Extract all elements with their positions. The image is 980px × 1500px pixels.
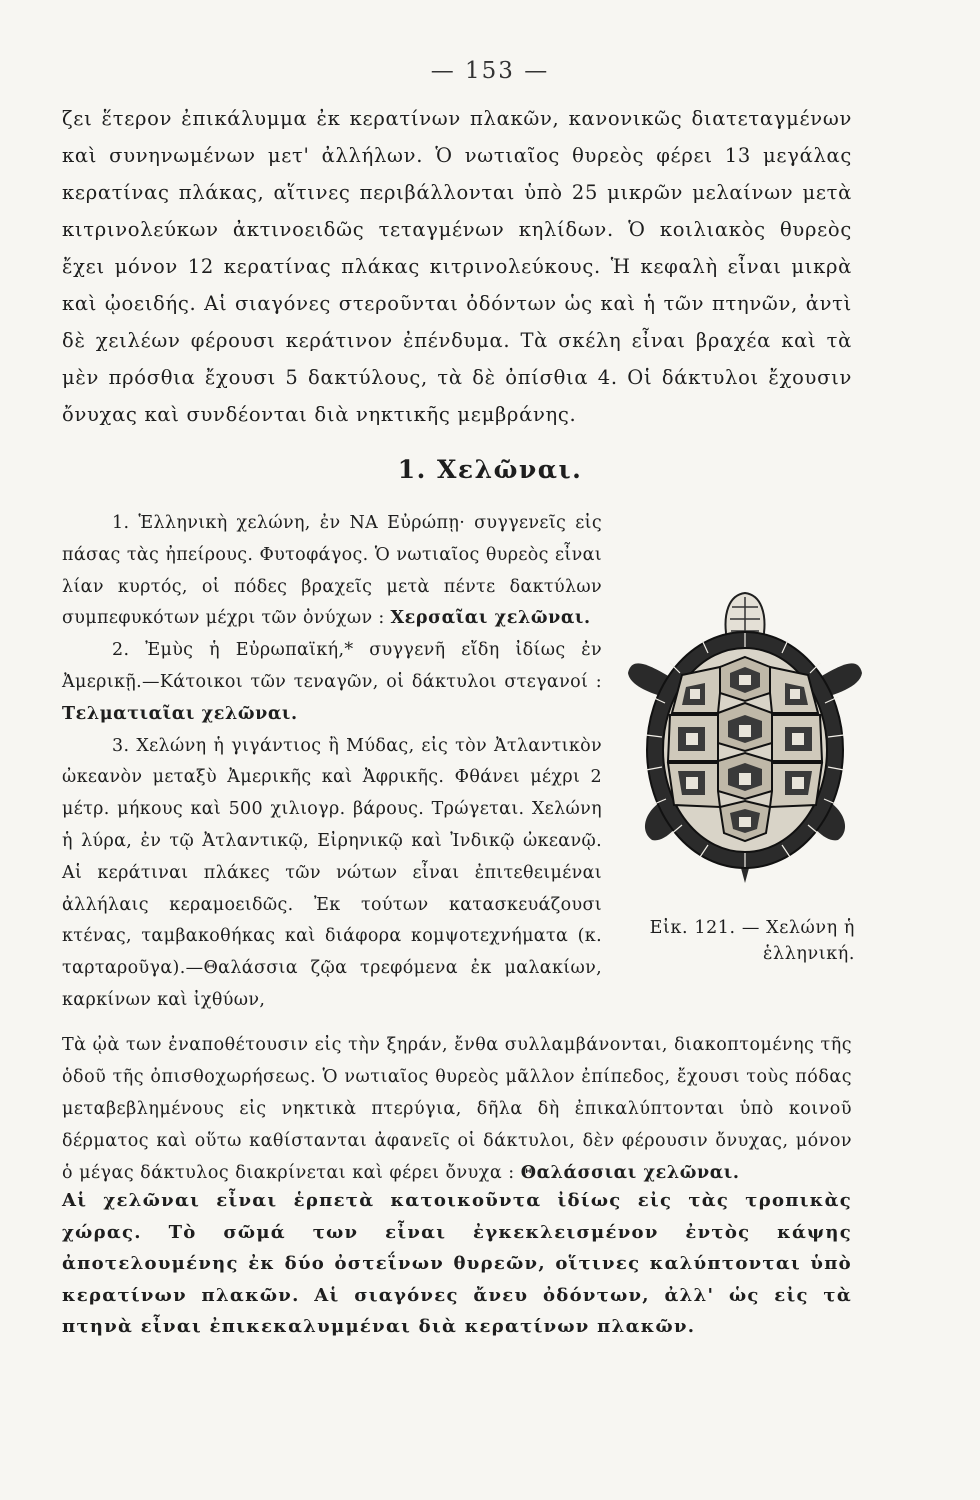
figure-caption: Εἰκ. 121. — Χελώνη ἡ ἑλληνική.: [649, 918, 855, 964]
paragraph-text: Τὰ ᾠὰ των ἐναποθέτουσιν εἰς τὴν ξηράν, ἔνθα συλλαμβάνονται, διακοπτομένης τῆς ὁδοῦ τῆς ὀπισθοχωρήσεως. Ὁ νωτιαῖος θυρεὸς μᾶλλον ἐπίπεδος, ἔχουσι τοὺς πόδας μεταβεβλημένους εἰς νηκτικὰ πτερύγια, δῆλα δὴ ἐπικαλύπτονται ὑπὸ κοινοῦ δέρματος καὶ οὕτω καθίστανται ἀφανεῖς οἱ δάκτυλοι, δὲν φέρουσιν ὄνυχας, μόνον ὁ μέγας δάκτυλος διακρίνεται καὶ φέρει ὄνυχα :: [62, 1035, 852, 1183]
species-text: 1. Ἑλληνικὴ χελώνη, ἐν ΝΑ Εὐρώπῃ· συγγενεῖς εἰς πάσας τὰς ἠπείρους. Φυτοφάγος. Ὁ νωτιαῖος θυρεὸς εἶναι λίαν κυρτός, οἱ πόδες βραχεῖς μετὰ πέντε δακτύλων συμπεφυκότων μέχρι τῶν ὀνύχων :: [62, 513, 602, 629]
common-group-name: Χερσαῖαι χελῶναι.: [390, 608, 591, 629]
section-heading: 1. Χελῶναι.: [397, 455, 583, 484]
species-entry: [62, 731, 602, 1017]
page-number: — 153 —: [430, 58, 550, 84]
intro-paragraph: ζει ἕτερον ἐπικάλυμμα ἐκ κερατίνων πλακῶν, κανονικῶς διατεταγμένων καὶ συνηνωμένων μετ' ἀλλήλων. Ὁ νωτιαῖος θυρεὸς φέρει 13 μεγάλας κερατίνας πλάκας, αἵτινες περιβάλλονται ὑπὸ 25 μικρῶν μελαίνων μετὰ κιτρινολεύκων ἀκτινοειδῶς τεταγμένων κηλίδων. Ὁ κοιλιακὸς θυρεὸς ἔχει μόνον 12 κερατίνας πλάκας κιτρινολεύκους. Ἡ κεφαλὴ εἶναι μικρὰ καὶ ᾠοειδής. Αἱ σιαγόνες στεροῦνται ὀδόντων ὡς καὶ ἡ τῶν πτηνῶν, ἀντὶ δὲ χειλέων φέρουσι κεράτινον ἐπένδυμα. Τὰ σκέλη εἶναι βραχέα καὶ τὰ μὲν πρόσθια ἔχουσι 5 δακτύλους, τὰ δὲ ὀπίσθια 4. Οἱ δάκτυλοι ἔχουσιν ὄνυχας καὶ συνδέονται διὰ νηκτικῆς μεμβράνης.: [62, 107, 852, 426]
marine-paragraph: [62, 1029, 852, 1189]
common-group-name: Θαλάσσιαι χελῶναι.: [520, 1163, 740, 1183]
tortoise-illustration: [620, 585, 870, 915]
species-list: [62, 508, 602, 1017]
species-entry: [62, 635, 602, 730]
common-group-name: Τελματιαῖαι χελῶναι.: [62, 703, 298, 724]
species-text: 3. Χελώνη ἡ γιγάντιος ἢ Μύδας, εἰς τὸν Ἀτλαντικὸν ὠκεανὸν μεταξὺ Ἀμερικῆς καὶ Ἀφρικῆς. Φθάνει μέχρι 2 μέτρ. μήκους καὶ 500 χιλιογρ. βάρους. Τρώγεται. Χελώνη ἡ λύρα, ἐν τῷ Ἀτλαντικῷ, Εἰρηνικῷ καὶ Ἰνδικῷ ὠκεανῷ. Αἱ κεράτιναι πλάκες τῶν νώτων εἶναι ἐπιτεθειμέναι ἀλλήλαις κεραμοειδῶς. Ἐκ τούτων κατασκευάζουσι κτένας, ταμβακοθήκας καὶ διάφορα κομψοτεχνήματα (κ. ταρταροῦγα).—Θαλάσσια ζῷα τρεφόμενα ἐκ μαλακίων, καρκίνων καὶ ἰχθύων,: [62, 735, 602, 1010]
species-entry: [62, 508, 602, 635]
species-text: 2. Ἐμὺς ἡ Εὐρωπαϊκή,* συγγενῆ εἴδη ἰδίως ἐν Ἀμερικῇ.—Κάτοικοι τῶν τεναγῶν, οἱ δάκτυλοι στεγανοί :: [62, 640, 602, 692]
summary-paragraph: Αἱ χελῶναι εἶναι ἑρπετὰ κατοικοῦντα ἰδίως εἰς τὰς τροπικὰς χώρας. Τὸ σῶμά των εἶναι ἐγκεκλεισμένον ἐντὸς κάψης ἀποτελουμένης ἐκ δύο ὀστεΐνων θυρεῶν, οἵτινες καλύπτονται ὑπὸ κερατίνων πλακῶν. Αἱ σιαγόνες ἄνευ ὀδόντων, ἀλλ' ὡς εἰς τὰ πτηνὰ εἶναι ἐπικεκαλυμμέναι διὰ κερατίνων πλακῶν.: [62, 1190, 852, 1337]
